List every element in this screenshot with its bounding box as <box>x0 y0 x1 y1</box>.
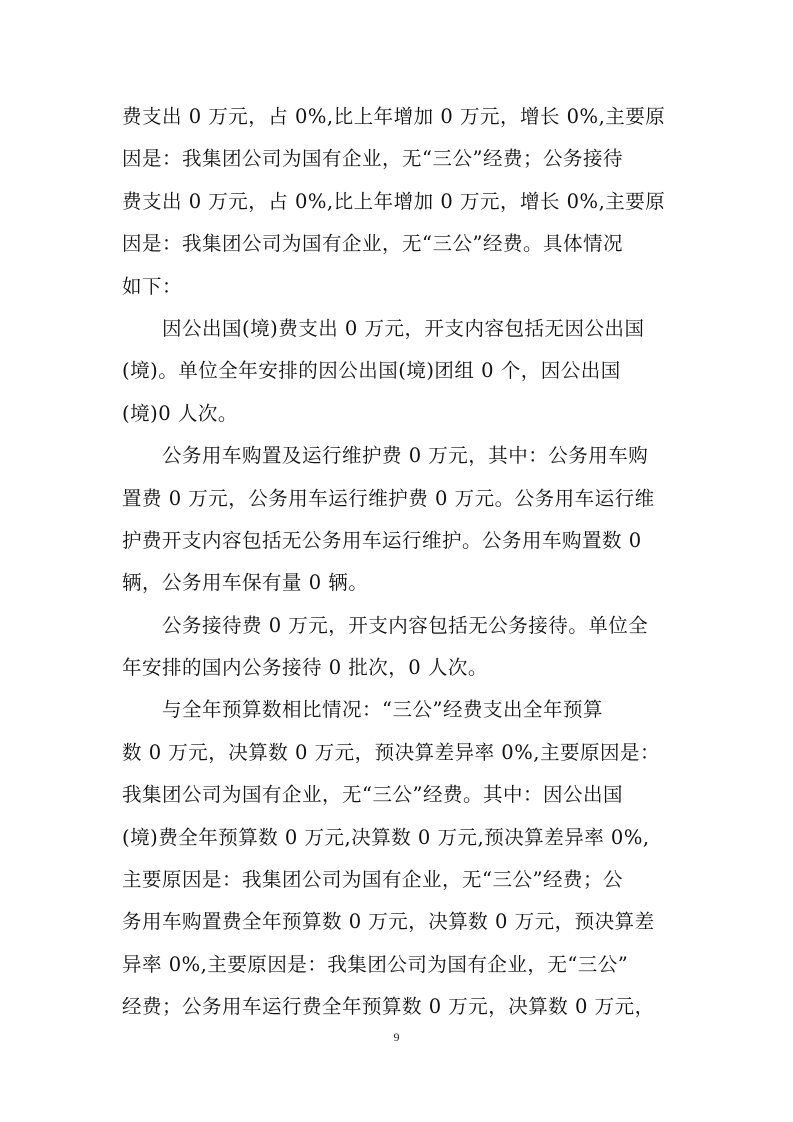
text-line: 主要原因是：我集团公司为国有企业，无“三公”经费；公 <box>122 868 623 892</box>
text-line: (境)。单位全年安排的因公出国(境)团组 0 个，因公出国 <box>122 359 621 383</box>
text-line: 因公出国(境)费支出 0 万元，开支内容包括无因公出国 <box>162 316 645 340</box>
text-line: 费支出 0 万元，占 0%,比上年增加 0 万元，增长 0%,主要原 <box>122 105 666 128</box>
text-line: 公务用车购置及运行维护费 0 万元，其中：公务用车购 <box>162 444 649 468</box>
text-line: 护费开支内容包括无公务用车运行维护。公务用车购置数 0 <box>122 528 642 552</box>
text-line: 数 0 万元，决算数 0 万元，预决算差异率 0%,主要原因是： <box>122 740 660 764</box>
text-line: 公务接待费 0 万元，开支内容包括无公务接待。单位全 <box>162 613 649 637</box>
text-line: 置费 0 万元，公务用车运行维护费 0 万元。公务用车运行维 <box>122 486 655 510</box>
text-line: 务用车购置费全年预算数 0 万元，决算数 0 万元，预决算差 <box>122 910 655 934</box>
text-line: 因是：我集团公司为国有企业，无“三公”经费；公务接待 <box>122 147 623 171</box>
text-line: 辆，公务用车保有量 0 辆。 <box>122 571 369 595</box>
page-number: 9 <box>393 1030 400 1044</box>
body-text <box>122 96 674 1029</box>
text-line: 异率 0%,主要原因是：我集团公司为国有企业，无“三公” <box>122 952 629 976</box>
text-line: 我集团公司为国有企业，无“三公”经费。其中：因公出国 <box>122 783 623 807</box>
text-line: 因是：我集团公司为国有企业，无“三公”经费。具体情况 <box>122 232 623 256</box>
text-line: (境)0 人次。 <box>122 401 238 425</box>
text-line: 年安排的国内公务接待 0 批次，0 人次。 <box>122 656 488 680</box>
text-line: 如下： <box>122 274 183 298</box>
text-line: 与全年预算数相比情况：“三公”经费支出全年预算 <box>162 698 603 722</box>
text-line: 经费；公务用车运行费全年预算数 0 万元，决算数 0 万元， <box>122 995 655 1019</box>
text-line: (境)费全年预算数 0 万元,决算数 0 万元,预决算差异率 0%, <box>122 825 650 849</box>
text-line: 费支出 0 万元，占 0%,比上年增加 0 万元，增长 0%,主要原 <box>122 189 666 213</box>
